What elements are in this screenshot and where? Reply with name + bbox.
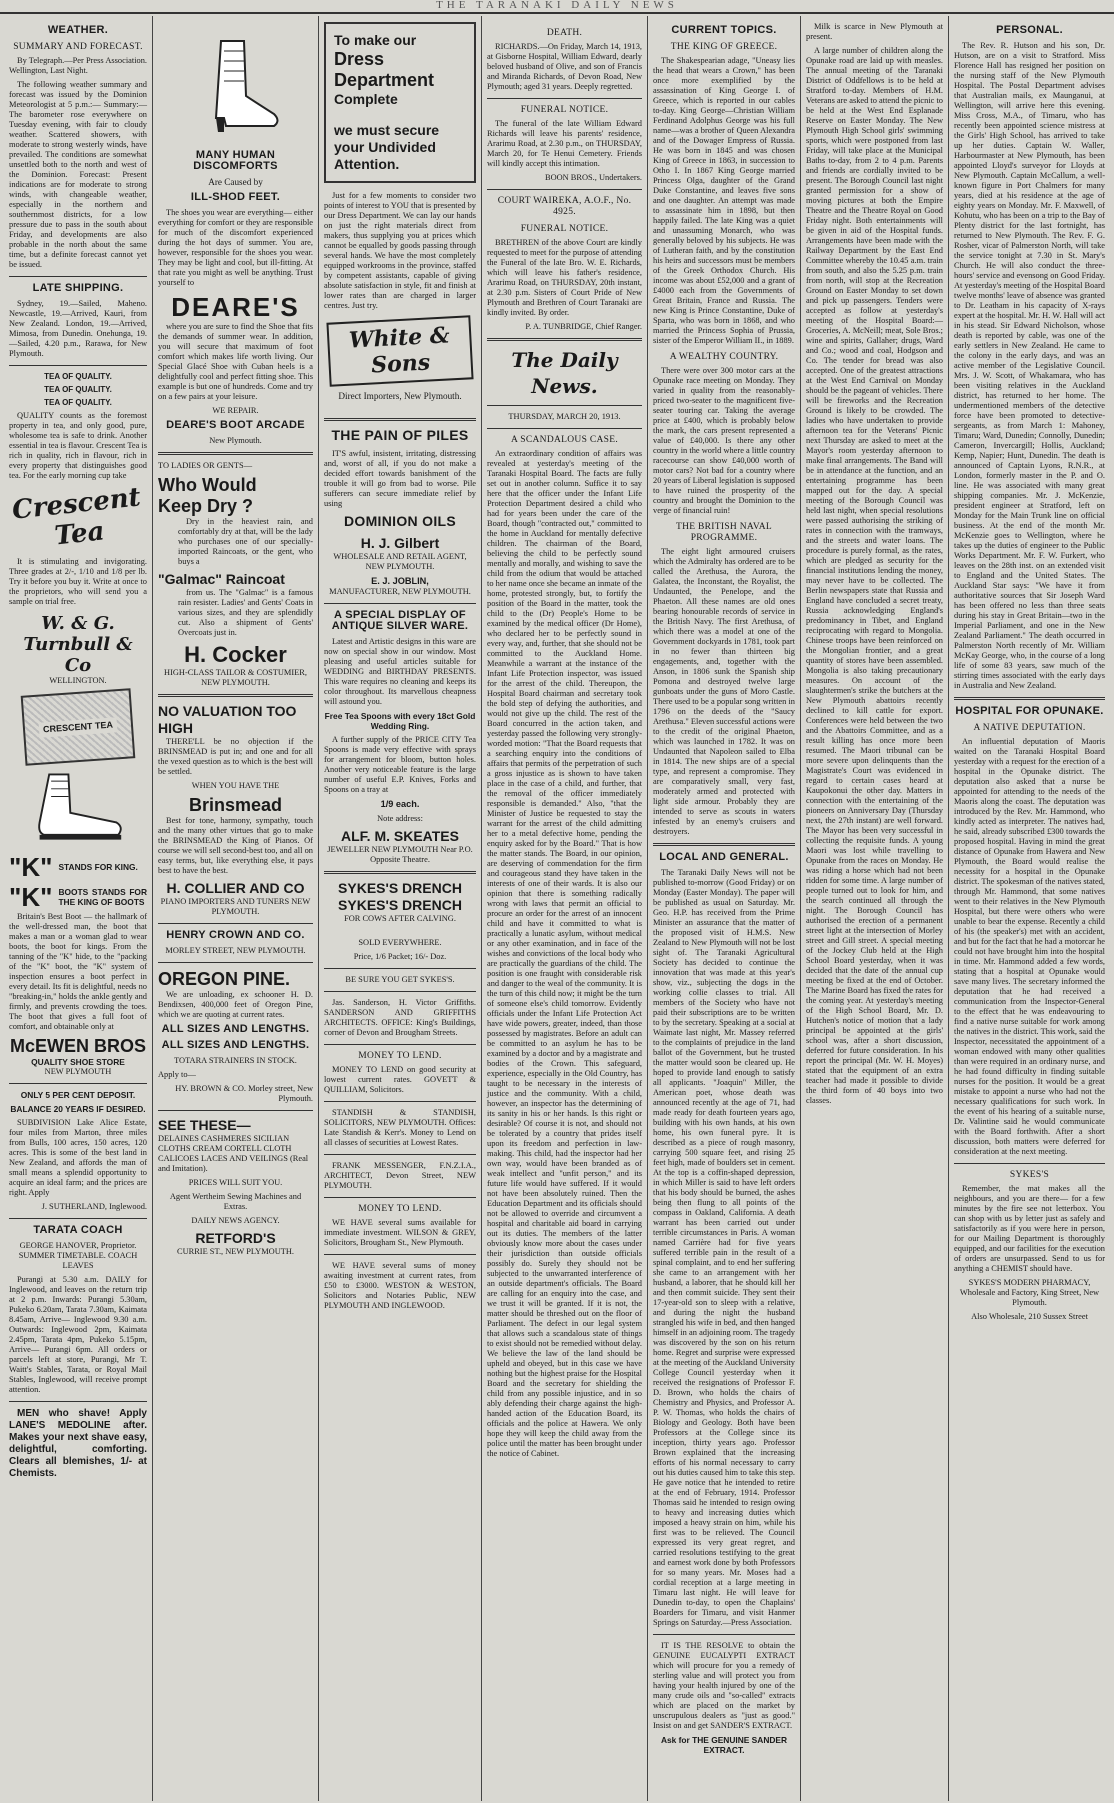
sizes-line-1: ALL SIZES AND LENGTHS. <box>161 1023 310 1035</box>
coach-body: Purangi at 5.30 a.m. DAILY for Inglewood, and leaves on the return trip at 2 p.m. Inwards: Purangi 5.30am, Pukeko 6.20am, Tarata 7.30am, Kaimata 8.45am, Arrive— Inglewood 9.30 a.m. Outwards: Inglewood 2pm, Kaimata 2.45pm, Tarata 4pm, Pukeko 5.15pm, Arrive— Purangi 6pm. All orders or parcels left at store, Purangi, Mr T. Waitt's Stables, Tarata, or Royal Mail Stables, Inglewood, will receive prompt attention. <box>9 1275 147 1394</box>
weather-subtitle: SUMMARY AND FORECAST. <box>13 42 143 52</box>
column-5 <box>647 16 800 1801</box>
native-deputation-body: An influential deputation of Maoris waited on the Taranaki Hospital Board yesterday with a request for the erection of a hospital in the Opunake district. The deputation also asked that a nurse be appointed for attending to the needs of the Maoris along the coast. The deputation was introduced by the Rev. Mr. Hammond, who kindly acted as interpreter. The natives had, he said, already subscribed £300 towards the proposed hospital. Having in mind the great distance of Opunake from Hawera and New Plymouth, the Board would realise the necessity for a hospital in the Opunake district. The spokesman of the natives stated, through Mr. Hammond, that some natives went to their relatives in the New Plymouth Hospital, but there were others who were unable to bear the expense. Recently a child of his (the speaker's) met with an accident, and but for the fact that he had a motorcar he could not have brought him into the hospital in time. Mr. Hammond added a few words, stating that a hospital at Opunake would save many lives. The secretary informed the deputation that he had received a communication from the Inspector-General to the effect that he was endeavouring to find a native nurse suitable for work among the natives in the district. This work, said the Inspector, necessitated the appointment of a woman endowed with many other qualities than were required in an ordinary nurse, and he had found difficulty in finding suitable nurses for the position. It would be a great mistake to appoint a nurse who had not the necessary qualifications for such work. In the event of his hearing of a suitable nurse, Dr. Valintine said he would communicate with the Board forthwith. After a short discussion, both matters were deferred for consideration at the next meeting. <box>954 737 1105 1156</box>
discomforts-sub2: ILL-SHOD FEET. <box>190 191 281 203</box>
coach-title: TARATA COACH <box>33 1224 123 1236</box>
tunbridge: P. A. TUNBRIDGE, Chief Ranger. <box>525 322 642 331</box>
oregon-heading: OREGON PINE. <box>158 969 291 989</box>
henry-crown: HENRY CROWN AND CO. <box>166 929 305 941</box>
piles-heading: THE PAIN OF PILES <box>331 427 469 443</box>
retford-address: CURRIE ST., NEW PLYMOUTH. <box>176 1247 295 1256</box>
divider <box>158 452 313 455</box>
divider <box>324 1197 476 1198</box>
scandal-title: A SCANDALOUS CASE. <box>510 435 618 445</box>
eucalypti-ad: IT IS THE RESOLVE to obtain the GENUINE EUCALYPTI EXTRACT which will procure for you a remedy of sterling value and will protect you from having your health injured by one of the many crude oils and "so-called" extracts which are placed on the market by unscrupulous dealers as "just as good." Insist on and get SANDER'S EXTRACT. <box>653 1641 795 1730</box>
tea-heading-1: TEA OF QUALITY. <box>44 372 112 381</box>
keep-dry-heading: Keep Dry ? <box>158 496 254 516</box>
prices-suit: PRICES WILL SUIT YOU. <box>188 1178 283 1187</box>
k-letter: "K" <box>9 882 53 912</box>
divider <box>487 189 642 190</box>
see-list: DELAINES CASHMERES SICILIAN CLOTHS CREAM CORTELL CLOTH CALICOES LACES AND VEILINGS (Real and Imitation). <box>158 1134 309 1173</box>
divider <box>324 418 476 421</box>
k-stands-row <box>9 852 147 882</box>
agent-line: Agent Wertheim Sewing Machines and Extras. <box>169 1192 302 1211</box>
column-3 <box>318 16 481 1801</box>
dress-line-1: To make our <box>334 32 417 48</box>
daily-agency: DAILY NEWS AGENCY. <box>191 1216 280 1225</box>
divider <box>324 1044 476 1045</box>
money-heading-1: MONEY TO LEND. <box>358 1051 442 1061</box>
crescent-body: It is stimulating and invigorating. Three grades at 2/-, 1/10 and 1/8 per lb. Try it before you buy it. Write at once to the proprietors, who will send you a sample on trial free. <box>9 557 147 606</box>
discomforts-body: The shoes you wear are everything— either everything for comfort or they are responsible for much of the discomfort experienced during the hot days of summer. You are, however, responsible for the shoes you wear. They may be light and cool, but ill-fitting. At that rate you might as well be anything. Trust yourself to <box>158 208 313 287</box>
dress-line-3: Department <box>334 70 435 90</box>
dress-line-5: we must secure <box>334 122 440 138</box>
personal-body: The Rev. R. Hutson and his son, Dr. Hutson, are on a visit to Stratford. Miss Florence Hall has resigned her position on the nursing staff of the New Plymouth Hospital. The Postal Department advises that Australian mails, ex Maunganui, at Wellington, will arrive here this evening. Miss Cross, M.A., of Timaru, who has recently been appointed science mistress at the Girls' High School, has arrived to take up her duties. Captain W. Waller, Harbourmaster at New Plymouth, has been appointed Lloyd's surveyor for Lloyds at New Plymouth. Captain McCallum, a well-known figure in Port Chalmers for many years, died at his residence at the age of eighty years on Monday. Mr. F. Maxwell, of Kohutu, who has been on a trip to the Bay of Plenty district for the last fortnight, has returned to New Plymouth. The Rev. F. G. Rosher, vicar of Palmerston North, will take the service tonight at 7.30 in St. Mary's Church. He will also conduct the three-hours' service and evensong on Good Friday. At yesterday's meeting of the Hospital Board twelve months' leave of absence was granted to Dr. Leatham in his capacity of X-rays expert at the hospital. Mr. H. W. Hall will act in his stead. Sir Edward Nicholson, whose death is reported by cable, was one of the early settlers in New Zealand. He came to the colony in the early days, and was an active member of the Legislative Council. Mrs. J. W. Scott, of Whakamara, who has been visiting relatives in the Auckland district, has returned to her home. The undermentioned members of the detective force have been promoted to detective-sergeants, as from March 1: Mahoney, Timaru; Ward, Dunedin; Connolly, Dunedin; Cameron, Invercargill; Hollis, Auckland; Kemp, Napier; Hunt, Dunedin. The death is announced of Captain Lyons, R.N.R., at London, formerly master in the P. and O. line. He was associated with many great shipping companies. Mr. J. McKenzie, president engineer at Stratford, left on Monday for the Main Trunk line on official business. At the end of the month Mr. McKenzie goes to Wellington, where he takes up the duties of engineer to the Public Works Department. Mr. F. W. Furkert, who leaves on the 28th inst. on an extended visit to England and the United States. The Auckland Star says: "We have it from authoritative sources that Sir Joseph Ward has been offered no less than three seats during his stay in Great Britain—two in the Imperial Parliament, and one in the New Zealand Parliament." The death occurred in Palmerston North recently of Mr. William McKay George, who, in the course of a long life of some 83 years, saw much of the stirring times associated with the early days in Australia and New Zealand. <box>954 41 1105 690</box>
mcewen-title: McEWEN BROS <box>9 1036 146 1056</box>
dateline: THURSDAY, MARCH 20, 1913. <box>508 412 621 421</box>
deare-repair: WE REPAIR. <box>212 406 259 415</box>
apply-to: Apply to— <box>158 1070 196 1079</box>
whites-sub: Direct Importers, New Plymouth. <box>338 391 462 401</box>
cocker-logo: H. Cocker <box>184 642 287 667</box>
sykes-drench-2: SYKES'S DRENCH <box>338 897 462 913</box>
joblin-name: E. J. JOBLIN, <box>371 576 429 586</box>
sykes-drench-1: SYKES'S DRENCH <box>338 880 462 896</box>
sizes-line-2: ALL SIZES AND LENGTHS. <box>161 1039 310 1051</box>
divider <box>487 405 642 406</box>
galmac-body: from us. The "Galmac" is a famous rain resister. Ladies' and Gents' Coats in various sizes, and they are splendidly cut. Also a shipment of Gents' Overcoats just in. <box>178 588 313 637</box>
divider <box>324 603 476 604</box>
divider <box>324 991 476 992</box>
divider <box>158 694 313 697</box>
weather-byline: By Telegraph.—Per Press Association. Wellington, Last Night. <box>9 56 147 75</box>
totara-line: TOTARA STRAINERS IN STOCK. <box>174 1056 297 1065</box>
weather-title: WEATHER. <box>47 24 109 36</box>
funeral-title: FUNERAL NOTICE. <box>520 105 609 115</box>
brinsmead-body-2: Best for tone, harmony, sympathy, touch and the many other virtues that go to make the BRINSMEAD the King of Pianos. Of course we will sell second-best too, and all on easy terms, but, like everything else, it pays best to have the best. <box>158 816 313 875</box>
sykes-sure: BE SURE YOU GET SYKES'S. <box>345 975 455 984</box>
gilbert-sub: WHOLESALE AND RETAIL AGENT, NEW PLYMOUTH. <box>333 552 467 571</box>
divider <box>158 1110 313 1111</box>
sykes-body: Remember, the mat makes all the neighbours, and you are there— for a few minutes by the fire see not letterbox. You can shop with us by letter just as safely and satisfactorily as if you were here in person, for our Mailing Department is thoroughly equipped, and our facilities for the execution of orders are unsurpassed. Send to us for anything a CHEMIST should have. <box>954 1184 1105 1273</box>
masthead: THE TARANAKI DAILY NEWS <box>0 0 1114 14</box>
deare-arcade: DEARE'S BOOT ARCADE <box>166 419 305 431</box>
column-7 <box>948 16 1110 1801</box>
when-you-have: WHEN YOU HAVE THE <box>191 781 280 790</box>
death-title: DEATH. <box>546 28 583 38</box>
local-notes-body: A large number of children along the Opunake road are laid up with measles. The annual meeting of the Taranaki District of Oddfellows is to be held at Stratford to-day. Members of H.M. Veterans are asked to attend the picnic to be held at the West End Esplanade Reserve on Easter Monday. The New Plymouth High School girls' swimming sports, which were postponed from last Friday, will take place at the Municipal Baths to-day, from 2 to 4 p.m. Parents and friends are cordially invited to be present. The Borough Council last night granted permission for a show of moving pictures at both the Empire Theatre and the Theatre Royal on Good Friday night. Both entertainments will be given in aid of the Hospital funds. Arrangements have been made with the Railway Department by the East End Committee whereby the 10.45 a.m. train from south, and also the 5.25 p.m. train from north, will stop at the Recreation Ground on Easter Monday to set down and pick up passengers. Tenders were accepted as follow at yesterday's meeting of the Hospital Board:—Groceries, A. McNeill; meat, Sole Bros.; wine and spirits, Gallaher; drugs, Ward and Co.; wood and coal, Hodgson and Co. The tender for bread was also accepted. One of the greatest attractions at the West End Carnival on Monday should be the pageant of vehicles. There will be fireworks and the Recreation Ground is likely to be crowded. The ladies who have undertaken to provide afternoon tea for the Veterans' Picnic next Thursday are asked to meet at the Mayor's room yesterday afternoon to make final arrangements. The Band will be in attendance at the function, and an entertaining programme has been mapped out for the day. A special meeting of the Borough Council was held last night, when special resolutions were passed authorising the striking of rates in connection with the tramways, and the streets and water loans. The procedure is purely formal, as the rates, which are pledged as security for the financial institutions lending the money, may never have to be collected. The Berlin newspapers state that Russia and England have concluded a secret treaty, Russia acknowledging England's predominancy in Tibet, and England reciprocating with regard to Mongolia. Chinese troops have been reinforced on the Mongolian frontier, and a great quantity of stores have been assembled. Mongolia is also taking precautionary measures. On account of the slaughtermen's strike the butchers at the New Plymouth abattoirs recently declined to kill cattle for export. Conferences were held between the two and the Abattoirs Committee, and as a result killing has once more been resumed. The Maori tribunal can be more severe upon delinquents than the Magistrate's Court was evidenced in regard to certain cases heard at Kaupokonui the other day. Matters in connection with the entertaining of the pioneers on Anniversary Day (Thursday next, the 27th instant) are well forward. The Mayor has been very successful in collecting the requisite funds. A young Maori was lost while travelling to Opunake from the races on Monday. He was riding a horse which had not been ridden for some time. A large number of people turned out to look for him, and the search continued all through the night. The Borough Council has authorised the erection of a permanent street light at the intersection of Morley street and Gill street. A special meeting of the Jockey Club held at the High School Board yesterday, when it was decided that the date of the annual cup meeting be fixed at the end of October. The Marine Board has fixed the rates for the coming year. At yesterday's meeting of the High School Board, Mr. D. Hutchen's notice of motion that a lady principal be appointed at the girls' school was, after a short discussion, deferred for future consideration. In his report the principal (Mr. W. H. Moyes) stated that the equipment of an extra teacher had made it possible to divide the third form of 40 boys into two classes. <box>806 46 943 1105</box>
dress-line-7: Attention. <box>334 156 400 172</box>
tea-packet-image <box>21 688 136 766</box>
divider <box>9 365 147 366</box>
divider <box>9 1218 147 1219</box>
whites-logo: White & Sons <box>326 315 473 386</box>
column-6 <box>800 16 948 1801</box>
divider <box>954 697 1105 700</box>
k-letter: "K" <box>9 852 53 882</box>
divider <box>9 1401 147 1402</box>
sykes-title: SYKES'S <box>1009 1170 1050 1180</box>
keep-dry-body: Dry in the heaviest rain, and comfortably dry at that, will be the lady who purchases one of our specially-imported Raincoats, or the gent, who buys a <box>178 517 313 566</box>
milk-scarce: Milk is scarce in New Plymouth at present. <box>806 22 943 41</box>
subdivision-body: SUBDIVISION Lake Alice Estate, four miles from Marton, three miles from Bulls, 100 acres, 150 acres, 120 acres. This is some of the best land in New Zealand, and affords the man of small means a splendid opportunity to acquire an ideal farm; and the prices are right. Apply <box>9 1118 147 1197</box>
collier-sub: PIANO IMPORTERS AND TUNERS NEW PLYMOUTH. <box>160 897 311 916</box>
column-1 <box>4 16 152 1801</box>
sold-everywhere: SOLD EVERYWHERE. <box>358 938 442 947</box>
eucalypti-ask: Ask for THE GENUINE SANDER EXTRACT. <box>660 1735 788 1755</box>
personal-title: PERSONAL. <box>996 24 1063 36</box>
teaspoons-heading: Free Tea Spoons with every 18ct Gold Wedding Ring. <box>324 711 476 731</box>
column-4 <box>481 16 647 1801</box>
divider <box>954 1163 1105 1164</box>
sykes-drench-sub: FOR COWS AFTER CALVING. <box>344 914 456 923</box>
discomforts-sub: Are Caused by <box>208 177 263 187</box>
messenger-ad: FRANK MESSENGER, F.N.Z.I.A., ARCHITECT, Devon Street, NEW PLYMOUTH. <box>324 1161 476 1190</box>
mcewen-sub: QUALITY SHOE STORE <box>31 1057 125 1067</box>
dress-line-4: Complete <box>334 91 398 107</box>
divider <box>487 338 642 341</box>
discomforts-title: MANY HUMAN DISCOMFORTS <box>193 149 278 172</box>
dress-line-6: your Undivided <box>334 139 436 155</box>
k-stands-text: STANDS FOR KING. <box>58 862 138 872</box>
see-these: SEE THESE— <box>158 1117 251 1133</box>
teaspoons-body: A further supply of the PRICE CITY Tea Spoons is made very effective with sprays for arrangement for bloom, button holes. Another very noticeable feature is the large number of useful E.P. Knives, Forks and Spoons on a tray at <box>324 735 476 794</box>
money-body-3: WE HAVE several sums of money awaiting investment at current rates, from £50 to £3000. WESTON & WESTON, Solicitors and Notaries Public, NEW PLYMOUTH AND INGLEWOOD. <box>324 1261 476 1310</box>
coach-proprietor: GEORGE HANOVER, Proprietor. SUMMER TIMETABLE. COACH LEAVES <box>18 1241 138 1270</box>
money-heading-2: MONEY TO LEND. <box>358 1204 442 1214</box>
retford-logo: RETFORD'S <box>195 1230 276 1246</box>
court-title: COURT WAIREKA, A.O.F., No. 4925. <box>497 196 632 217</box>
funeral-title-2: FUNERAL NOTICE. <box>520 224 609 234</box>
dress-body: Just for a few moments to consider two points of interest to YOU that is presented by our Dress Department. We can lay our hands on just the right materials direct from makers, thus supplying you at prices which cannot be equalled by goods passing through several hands. We have the most completely equipped workrooms in the province, staffed by competent assistants, capable of giving absolute satisfaction in style, fit and finish at lower rates than are charged in larger centres. Just try. <box>324 191 476 310</box>
local-general-title: LOCAL AND GENERAL. <box>659 851 789 863</box>
deposit-line-1: ONLY 5 PER CENT DEPOSIT. <box>20 1090 136 1100</box>
hy-brown: HY. BROWN & CO. Morley street, New Plymouth. <box>175 1084 313 1103</box>
silver-heading: A SPECIAL DISPLAY OF ANTIQUE SILVER WARE. <box>331 609 469 632</box>
hospital-opunake-title: HOSPITAL FOR OPUNAKE. <box>955 705 1104 717</box>
shipping-title: LATE SHIPPING. <box>32 282 124 294</box>
greece-title: THE KING OF GREECE. <box>670 42 778 52</box>
divider <box>324 1101 476 1102</box>
dress-department-box <box>324 22 476 183</box>
skeates-sub: JEWELLER NEW PLYMOUTH Near P.O. Opposite Theatre. <box>327 845 473 864</box>
dress-line-2: Dress <box>334 49 385 69</box>
divider <box>9 1083 147 1084</box>
dominion-oils-heading: DOMINION OILS <box>343 513 456 529</box>
divider <box>324 871 476 874</box>
tea-heading-3: TEA OF QUALITY. <box>44 398 112 407</box>
skeates-name: ALF. M. SKEATES <box>341 828 459 844</box>
silver-body: Latest and Artistic designs in this ware are now on special show in our window. Most pleasing and useful articles suitable for WEDDING and BIRTHDAY PRESENTS. This ware requires no cleaning and keeps its color throughout. Its marvellous cheapness will astound you. <box>324 637 476 706</box>
newspaper-nameplate: The Daily News. <box>511 348 618 398</box>
scandal-body: An extraordinary condition of affairs was revealed at yesterday's meeting of the Taranaki Hospital Board. The facts are fully set out in another column. Suffice it to say here that the officer under the Infant Life Protection Department desired a child who had for years been under the care of the Board, though "contracted out," committed to the home in Auckland for mentally defective children. The chairman of the Board, believing the child to be perfectly sound mentally and morally, and wishing to save the child from the odium that would be attached to her name once she became an inmate of the home, protested strongly, but, to fortify the position of the Board in the matter, took the child to the (Dr) People's Home to be examined by the medical officer (Dr Home), who declared her to be perfectly sound in every way, and, further, that she should not be committed to the Auckland Home. Meanwhile a warrant at the instance of the Infant Life Protection inspector, was issued for the arrest of the child. Thereupon, the Hospital Board chairman and secretary took the bold step of defying the authorities, and would not give up the child. The rest of the Board concurred in the action taken, and yesterday passed the following very strongly-worded motion: "That the Board requests that a searching enquiry into the conditions of affairs that permits of the perpetration of such a gross injustice as is shown to have taken place in the case of a child, and further, that the removal of the officer immediately responsible is demanded." Also, "that the Minister of Justice be requested to stay the warrant for the arrest of the child admitting her to a metal defective home, pending the enquiry asked for by the Board." That is how the matter stands. The Board, in our opinion, are deserving of commendation for the firm and courageous stand they have taken in the interests of one of their wards. It is also our opinion that there is something radically wrong with laws that permit an official to procure an order for the arrest of an innocent child and have it committed to what is practically a lunatic asylum, without medical or any other examination, and in face of the wishes and convictions of the local body who are practically the guardians of the child. The position is one fraught with considerable risk and danger to the weal of the community. It is the turn of this child now; it might be the turn of someone else's child tomorrow. Evidently officials under the Infant Life Protection Act have wide powers, greater, indeed, than those possessed by magistrates. Before an adult can be committed to an asylum he has to be examined by a doctor and by a magistrate and bodies of the Crown. This safeguard, experience, especially in the Old Country, has taught to be necessary in the interests of justice and the community. With a child, however, an inspector has the determining of its sanity in his or her hands. Is this right or desirable? Of course it is not, and should not be tolerated by a country that prides itself upon its freedom and perfection in law-making. This child, had the inspector had her own way, would have been branded as of weak intellect and "unfit person," and its future life would have suffered. If it would not have been absolutely ruined. Then the Education Department and its officials should not be allowed to override and circumvent a hospital and charitable aid board in carrying out its duties. The members of the latter obviously know more about the cases under their jurisdiction than outside officials possibly do. Surely they should not be subjected to the unwarranted interference of an outside department's officials. The Board are calling for an enquiry into the case, and we trust it will be granted. If it is not, the matter should be threshed out on the floor of Parliament. The defect in our legal system that allows such a scandalous state of things to exist should not be remedied without delay. We believe the law of the land should be upheld and obeyed, but in this case we have nothing but the highest praise for the Hospital Board and the secretary for shielding the child from any possible injustice, and in so ably defending their charge against the high-handed action of the Education Board, its officials and the police at Hawera. We only hope they will keep the child away from the police until the matter has been brought under the notice of Cabinet. <box>487 449 642 1458</box>
divider <box>158 962 313 963</box>
ladies-heading: TO LADIES OR GENTS— <box>158 461 253 470</box>
ladies-boot-illustration-icon <box>186 26 286 146</box>
divider <box>487 428 642 429</box>
henry-crown-sub: MORLEY STREET, NEW PLYMOUTH. <box>165 946 306 955</box>
current-topics-title: CURRENT TOPICS. <box>671 24 777 36</box>
who-would-heading: Who Would <box>158 475 257 495</box>
local-general-body: The Taranaki Daily News will not be published to-morrow (Good Friday) or on Monday (Easter Monday). The paper will be published as usual on Saturday. Mr. Geo. H.P. has received from the Prime Minister an assurance that the matter of the proposed visit of H.M.S. New Zealand to New Plymouth will not be lost sight of. The Taranaki Agricultural Society has decided to continue the innovation that was made at this year's show, viz., subjecting the dogs in the working collie classes to trial. All members of the Society who have not paid their subscriptions are to be written to by the secretary. Speaking at a social at Waimate last night, Mr. Massey referred to the complaints of prejudice in the land ballot of the Government, but he trusted the matter would soon be cleared up. He hoped to provide land enough to satisfy all applicants. "Joaquin" Miller, the American poet, whose death was announced recently at the age of 71, had made ready for death fourteen years ago, building with his own hands, at his own home, his own funeral pyre. It is described as a piece of rough masonry, carrying 500 square feet, and rising 25 feet high, made of boulders set in cement. At the top is a coffin-shaped depression, in which Miller is said to have left orders that his body should be burned, the ashes being then flung to all points of the compass in Oakland, California. A death warrant has been carried out under terrible circumstances in Paris. A woman named Carrière had for five years suffered terrible pain in the result of a spinal complaint, and to end her suffering she came to an arrangement with her husband, a laborer, that he should kill her and then commit suicide. They sent their 17-year-old son to sleep with a relative, and during the night the husband strangled his wife in bed, and then hanged himself in an adjoining room. The tragedy was discovered by the son on his return home. Regret and surprise were expressed at the meeting of the Auckland University College Council yesterday when it received the resignations of Professor F. D. Brown, who holds the chairs of Chemistry and Physics, and Professor A. P. W. Thomas, who holds the chairs of Biology and Geology. Both have been Professors at the College since its inception, thirty years ago. Professor Brown explained that the increasing efforts of his normal necessary to carry out his duties caused him to take this step. He gave notice that he intended to retire at the end of February, 1914. Professor Thomas said he intended to resign owing to heavy and increasing duties which imposed a heavy strain on him, while his first was to be relieved. The Council expressed its very great regret, and carried resolutions testifying to the great and earnest work done by both Professors for so many years. Mr. Moses had a cordial reception at a large meeting in Timaru last night. He will leave for Dunedin to-day, to open the Chaplains' Boarders for Timaru, and visit Hanmer Springs on Saturday.—Press Association. <box>653 868 795 1627</box>
greece-body: The Shakespearian adage, "Uneasy lies the head that wears a Crown," has been once more exemplified by the assassination of King George I. of Greece, which is reported in our cables to-day. King George—Christian William Ferdinand Adolphus George was his full name—was a brother of Queen Alexandra and of the Dowager Empress of Russia. He was born in 1845 and was chosen King of Greece in 1863, in succession to Otho I. In 1867 King George married Princess Olga, daughter of the Grand Duke Constantine, and leaves five sons and one daughter. An attempt was made to assassinate him in 1898, but then happily failed. The late King was a quiet and unassuming Monarch, who was generally beloved by his subjects. He was of Lutheran faith, and by the constitution his heirs and successors must be members of the Greek Orthodox Church. His income was about £52,000 and a grant of £4000 each from the Governments of Great Britain, France and Russia. The new King is Prince Constantine, Duke of Sparta, who was born in 1868, and who married the Princess Sophia of Prussia, sister of the Emperor William II., in 1889. <box>653 56 795 345</box>
sanderson-ad: Jas. Sanderson, H. Victor Griffiths. SANDERSON AND GRIFFITHS ARCHITECTS. OFFICE: King's Buildings, corner of Devon and Brougham Streets. <box>324 998 476 1037</box>
turnbull-logo: W. & G. Turnbull & Co <box>23 613 133 676</box>
boot-illustration-icon <box>30 768 126 848</box>
subdivision-name: J. SUTHERLAND, Inglewood. <box>41 1202 147 1211</box>
funeral-body-2: BRETHREN of the above Court are kindly requested to meet for the purpose of attending the Funeral of the late Bro. W. E. Richards, which will leave his father's residence, Ararimu Road, on THURSDAY, 20th instant, at 2.30 p.m. Sisters of Court Pride of New Plymouth and Brethren of Court Taranaki are kindly invited. By order. <box>487 238 642 317</box>
k-boots-row <box>9 882 147 912</box>
tea-packet-label: CRESCENT TEA <box>39 717 118 737</box>
shipping-body: Sydney, 19.—Sailed, Maheno. Newcastle, 19.—Arrived, Kauri, from New Zealand. London, 19.—Arrived, Mimosa, from Dunedin. Onehunga, 19.—Sailed, 4.20 p.m., Rarawa, for New Plymouth. <box>9 299 147 358</box>
wealthy-body: There were over 300 motor cars at the Opunake race meeting on Monday. They varied in quality from the reasonably-priced two-seater to the magnificent five-seater touring car. Taking the average price at £400, which is probably below the mark, the cars present represented a value of £40,000. Is there any other country in the world where a little country racecourse can show £40,000 worth of motor cars? Not bad for a country where 20 years of Liberal legislation is supposed to have ruined the prosperity of the country and brought the Dominion to the verge of financial ruin! <box>653 366 795 515</box>
divider <box>324 1254 476 1255</box>
boon-bros: BOON BROS., Undertakers. <box>544 173 642 182</box>
sykes-also: Also Wholesale, 210 Sussex Street <box>971 1312 1088 1321</box>
k-body: Britain's Best Boot — the hallmark of the well-dressed man, the boot that makes a man or a woman glad to wear boots, the boot for kings. From the tanning of the "K" hide, to the "packing of the "K" boot, the "K" system of inspection ensures a boot perfect in every detail. Its fit is delightful, needs no "breaking-in," holds the ankle gently and firmly, and prevents crowding the toes. The boot that gives a full foot of comfort, and obtainable only at <box>9 912 147 1031</box>
weather-body: The following weather summary and forecast was issued by the Dominion Meteorologist at 5 p.m.:— Summary:— The barometer rose everywhere on Tuesday evening, with fair to cloudy weather. Scattered showers, with moderate to strong westerly winds, have prevailed. The conditions are somewhat unsettled both to the north and west of the Dominion. Forecast: Present indications are for moderate to strong winds, with changeable weather, especially in the northern and southernmost districts, for a low pressure due to pass in the south about Friday, and developments are also probable in the north about the same time, but a definite forecast cannot yet be issued. <box>9 80 147 269</box>
deposit-line-2: BALANCE 20 YEARS IF DESIRED. <box>10 1104 146 1114</box>
sykes-pharmacy: SYKES'S MODERN PHARMACY, Wholesale and Factory, King Street, New Plymouth. <box>959 1278 1100 1307</box>
piles-body: IT'S awful, insistent, irritating, distressing and, worst of all, if you do not make a decided effort towards banishment of the trouble it will go from bad to worse. Pile sufferers can secure immediate relief by using <box>324 449 476 508</box>
no-valuation-heading: NO VALUATION TOO HIGH <box>158 703 297 736</box>
divider <box>653 1634 795 1635</box>
k-boots-text: BOOTS STANDS FOR THE KING OF BOOTS <box>58 887 147 907</box>
deare-body: where you are sure to find the Shoe that fits the demands of summer wear. In addition, you will secure that maximum of foot comfort which makes life worth living. Our Special Glacé Shoe with Cuban heels is a delightfully cool and perfect fitting shoe. This example is but one of hundreds. Come and try on a few pairs at your leisure. <box>158 322 313 401</box>
oregon-body: We are unloading, ex schooner H. D. Bendixsen, 400,000 feet of Oregon Pine, which we are quoting at current rates. <box>158 990 313 1019</box>
money-body-1: MONEY TO LEND on good security at lowest current rates. GOVETT & QUILLIAM, Solicitors. <box>324 1065 476 1094</box>
money-body-2: WE HAVE several sums available for immediate investment. WILSON & GREY, Solicitors, Brougham St., New Plymouth. <box>324 1218 476 1247</box>
mcewen-city: NEW PLYMOUTH <box>44 1067 112 1076</box>
cocker-sub: HIGH-CLASS TAILOR & COSTUMIER, NEW PLYMOUTH. <box>164 668 307 687</box>
tea-heading-2: TEA OF QUALITY. <box>44 385 112 394</box>
brinsmead-logo: Brinsmead <box>188 795 283 815</box>
divider <box>653 843 795 846</box>
naval-body: The eight light armoured cruisers which the Admiralty has ordered are to be called the Arethusa, the Aurora, the Galatea, the Inconstant, the Royalist, the Undaunted, the Penelope, and the Phaeton. All these names are old ones bearing honourable records of service in the British Navy. The first Arethusa, of which there was a model at one of the Government dockyards in 1781, took part in no fewer than thirteen big engagements, and, together with the Anson, in 1806 sunk the Spanish ship Pomona and destroyed twelve large gunboats under the guns of Moro Castle. There used to be a popular song written in 1796 on the deeds of the "Saucy Arethusa." Eleven successful actions were to the credit of the original Phaeton, which was launched in 1782. It was on Undaunted that Napoleon sailed to Elba in 1814. The new ships are of a special type, and represent a compromise. They are comparatively small, very fast, moderately armed and protected with light side armour. Probably they are intended to serve as scouts in waters infested by an enemy's cruisers and destroyers. <box>653 547 795 836</box>
column-2 <box>152 16 318 1801</box>
wealthy-title: A WEALTHY COUNTRY. <box>669 352 779 362</box>
turnbull-city: WELLINGTON. <box>49 676 107 685</box>
death-body: RICHARDS.—On Friday, March 14, 1913, at Gisborne Hospital, William Edward, dearly beloved husband of Olive, and son of Francis and Miranda Richards, of Devon Road, New Plymouth; aged 31 years. Deeply regretted. <box>487 42 642 91</box>
medoline-ad: MEN who shave! Apply LANE'S MEDOLINE after. Makes your next shave easy, delightful, comforting. Clears all blemishes, 1/- at Chemists. <box>9 1408 147 1479</box>
note-address: Note address: <box>377 814 423 823</box>
deare-logo: DEARE'S <box>171 292 300 322</box>
brinsmead-body: THERE'LL be no objection if the BRINSMEAD is put in; and one and for all the vexed question as to which is the best will be settled. <box>158 737 313 776</box>
divider <box>324 968 476 969</box>
crescent-tea-logo: Crescent Tea <box>10 482 143 552</box>
galmac-heading: "Galmac" Raincoat <box>158 571 285 587</box>
native-deputation-title: A NATIVE DEPUTATION. <box>973 723 1086 733</box>
tea-body: QUALITY counts as the foremost property in tea, and only good, pure, wholesome tea is safe to drink. Another essential in tea is flavour. Crescent Tea is rich in quality, rich in flavour, rich in every property that distinguishes good tea. For the early morning cup take <box>9 411 147 480</box>
joblin-sub: MANUFACTURER, NEW PLYMOUTH. <box>329 587 471 596</box>
collier-logo: H. COLLIER AND CO <box>166 880 305 896</box>
divider <box>487 98 642 99</box>
deare-city: New Plymouth. <box>209 436 262 445</box>
naval-title: THE BRITISH NAVAL PROGRAMME. <box>675 522 773 543</box>
price-each: 1/9 each. <box>380 799 420 809</box>
standish-ad: STANDISH & STANDISH, SOLICITORS, NEW PLYMOUTH. Offices: Late Standish & Kerr's. Money to Lend on all classes of securities at Lowest Rates. <box>324 1108 476 1147</box>
funeral-body: The funeral of the late William Edward Richards will leave his parents' residence, Ararimu Road, at 2.30 p.m., on THURSDAY, March 20, for Te Henui Cemetery. Friends will kindly accept this intimation. <box>487 119 642 168</box>
divider <box>324 1154 476 1155</box>
sykes-price: Price, 1/6 Packet; 16/- Doz. <box>353 952 447 961</box>
divider <box>9 276 147 277</box>
gilbert-name: H. J. Gilbert <box>360 535 440 551</box>
divider <box>158 923 313 924</box>
